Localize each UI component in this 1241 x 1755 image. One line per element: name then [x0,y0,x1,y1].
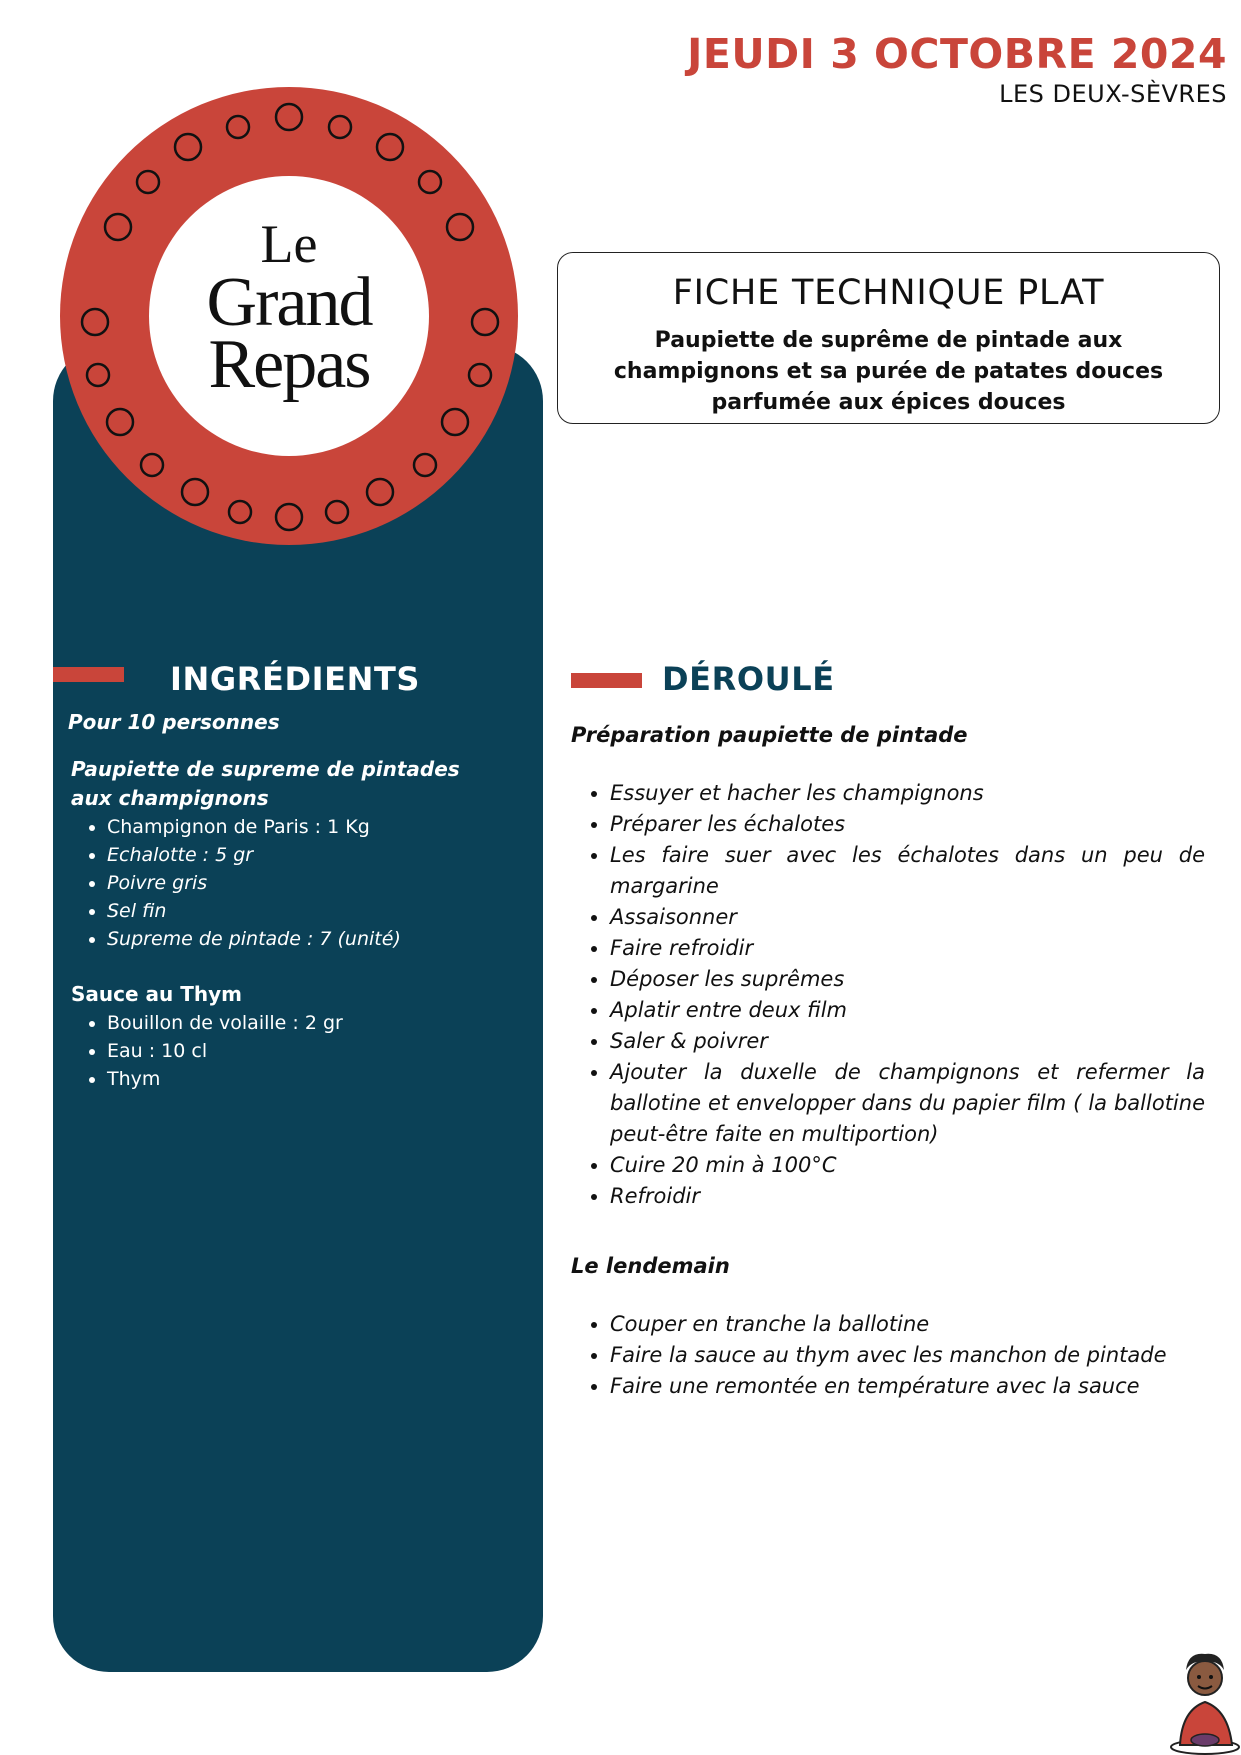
logo-text-repas: Repas [208,326,370,403]
fiche-title: FICHE TECHNIQUE PLAT [672,273,1105,313]
step-block-heading: Préparation paupiette de pintade [571,723,968,747]
ingredient-item: • Echalotte : 5 gr [107,841,501,869]
dish-name: Paupiette de suprême de pintade aux champignons et sa purée de patates douces parfumée aux épices douces [613,328,1164,415]
ingredient-section [71,755,501,953]
step-list [571,778,1205,1212]
ingredient-item: • Poivre gris [107,869,501,897]
ingredient-item: • Eau : 10 cl [107,1037,501,1065]
ingredient-section-heading: Sauce au Thym [71,982,242,1006]
step-item: • Faire la sauce au thym avec les manchon de pintade [610,1340,1205,1371]
step-block-heading: Le lendemain [571,1254,730,1278]
ingredient-item: • Champignon de Paris : 1 Kg [107,813,501,841]
event-date: JEUDI 3 OCTOBRE 2024 [687,30,1227,78]
ingredient-list [71,813,501,953]
step-item: • Faire refroidir [610,933,1205,964]
step-item: • Faire une remontée en température avec la sauce [610,1371,1205,1402]
step-item: • Refroidir [610,1181,1205,1212]
ingredient-item: • Bouillon de volaille : 2 gr [107,1009,501,1037]
step-item: • Assaisonner [610,902,1205,933]
logo-text-le: Le [260,214,318,274]
deroule-heading: DÉROULÉ [662,660,835,698]
ingredient-section [71,980,501,1093]
step-item: • Préparer les échalotes [610,809,1205,840]
step-item: • Déposer les suprêmes [610,964,1205,995]
ingredient-section-heading: Paupiette de supreme de pintades aux champignons [71,757,460,810]
step-item: • Aplatir entre deux film [610,995,1205,1026]
le-grand-repas-logo [60,87,518,545]
deroule-accent-bar [571,673,642,688]
ingredients-heading: INGRÉDIENTS [170,660,421,698]
ingredient-list [71,1009,501,1093]
dish-title-box [557,252,1220,424]
step-item: • Essuyer et hacher les champignons [610,778,1205,809]
event-region: LES DEUX-SÈVRES [999,80,1227,108]
ingredient-item: • Sel fin [107,897,501,925]
step-list [571,1309,1205,1402]
step-item: • Saler & poivrer [610,1026,1205,1057]
step-block [571,723,1205,1212]
ingredient-item: • Thym [107,1065,501,1093]
step-item: • Cuire 20 min à 100°C [610,1150,1205,1181]
logo-text-grand: Grand [206,264,372,341]
step-block [571,1254,1205,1402]
step-item: • Les faire suer avec les échalotes dans un peu de margarine [610,840,1205,902]
step-item: • Couper en tranche la ballotine [610,1309,1205,1340]
ingredient-item: • Supreme de pintade : 7 (unité) [107,925,501,953]
step-item: • Ajouter la duxelle de champignons et refermer la ballotine et envelopper dans du papier film ( la ballotine peut-être faite en multiportion) [610,1057,1205,1150]
servings-label: Pour 10 personnes [68,710,280,734]
ingredients-accent-bar [53,667,124,682]
chef-figure-illustration [1160,1640,1241,1755]
